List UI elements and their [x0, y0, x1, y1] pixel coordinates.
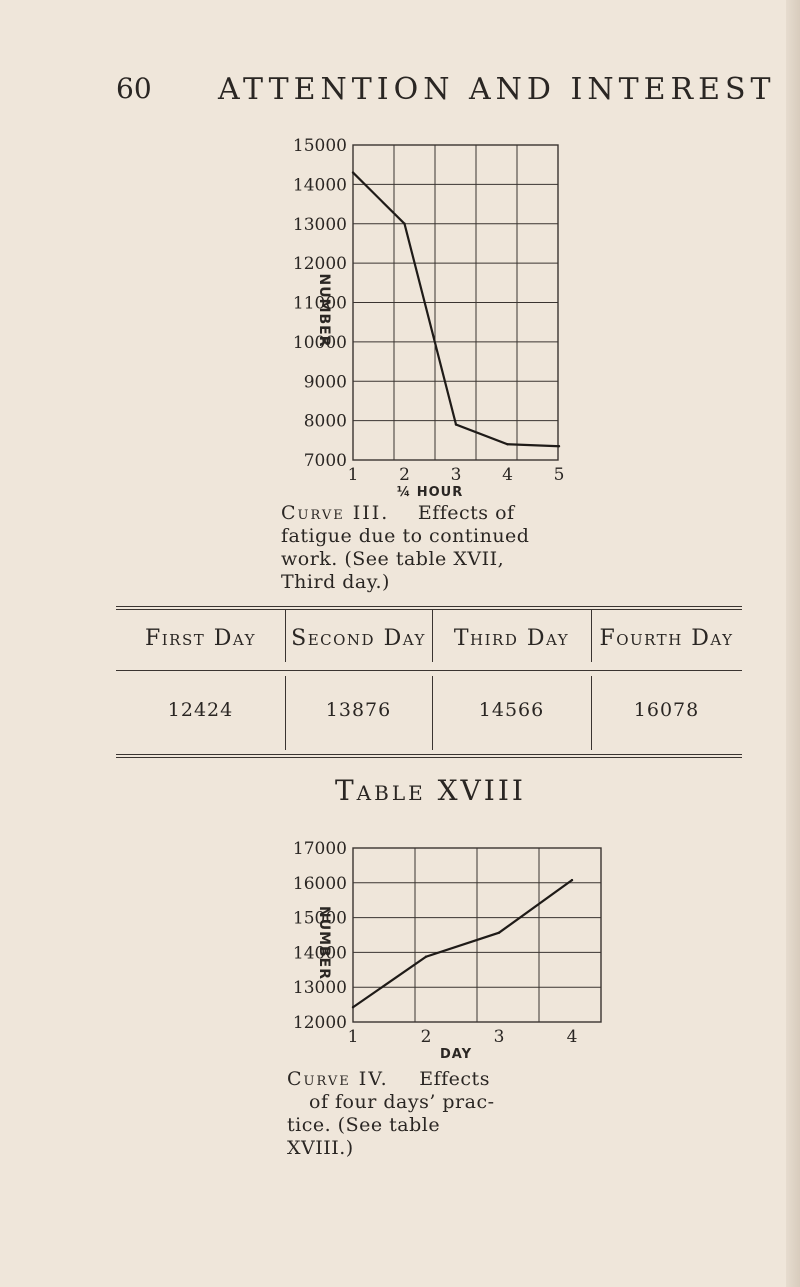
table-header-fourth-day: Fourth Day	[599, 626, 734, 651]
data-point	[455, 423, 457, 425]
data-point	[352, 1006, 354, 1008]
data-point	[506, 443, 508, 445]
data-point	[558, 445, 560, 447]
y-tick-label: 15000	[292, 136, 347, 156]
x-tick-label: 2	[420, 1027, 432, 1047]
data-point	[498, 932, 500, 934]
y-tick-label: 13000	[292, 214, 347, 235]
caption-label: Curve IV.	[287, 1068, 389, 1090]
x-tick-label: 3	[493, 1027, 505, 1047]
y-tick-label: 17000	[292, 839, 347, 859]
y-tick-label: 12000	[292, 1013, 347, 1033]
caption-line: XVIII.)	[287, 1137, 354, 1159]
curve-iii-caption	[281, 502, 601, 594]
data-line	[353, 173, 559, 447]
y-tick-label: 8000	[303, 411, 347, 432]
curve-iii-chart	[100, 120, 565, 500]
data-point	[425, 956, 427, 958]
data-point	[571, 879, 573, 881]
table-rule-bottom	[116, 754, 742, 758]
x-tick-label: 2	[399, 465, 410, 485]
y-tick-label: 11000	[292, 293, 347, 314]
table-cell-fourth-day: 16078	[633, 699, 700, 721]
table-rule-top	[116, 606, 742, 610]
page-number: 60	[116, 72, 152, 105]
page-header	[0, 72, 800, 112]
data-point	[403, 223, 405, 225]
x-tick-label: 4	[566, 1027, 578, 1047]
table-xviii	[116, 606, 742, 760]
caption-line: of four days’ prac-	[309, 1091, 495, 1113]
table-cell-first-day: 12424	[167, 699, 234, 721]
caption-line: tice. (See table	[287, 1114, 441, 1136]
caption-line: work. (See table XVII,	[281, 548, 505, 570]
y-tick-label: 7000	[303, 451, 347, 471]
x-tick-label: 1	[347, 465, 359, 485]
curve-iv-caption	[287, 1068, 547, 1160]
table-header-first-day: First Day	[144, 626, 257, 651]
table-header-second-day: Second Day	[291, 626, 426, 651]
caption-line	[281, 502, 601, 525]
x-tick-label: 1	[347, 1027, 359, 1047]
y-tick-label: 10000	[292, 332, 347, 353]
table-rule-mid	[116, 670, 742, 671]
caption-line: fatigue due to continued	[281, 525, 530, 547]
table-cell-third-day: 14566	[478, 699, 545, 721]
x-tick-label: 3	[450, 465, 462, 485]
table-header-third-day: Third Day	[453, 626, 570, 651]
y-tick-label: 12000	[292, 254, 347, 275]
page-edge	[786, 0, 800, 1287]
x-axis-label: DAY	[439, 1047, 473, 1062]
caption-text: Effects	[419, 1068, 490, 1090]
x-tick-label: 4	[502, 465, 513, 485]
caption-text: Effects of	[417, 502, 515, 524]
y-tick-label: 16000	[292, 873, 347, 894]
data-point	[352, 171, 354, 173]
table-title: Table XVIII	[335, 774, 526, 807]
y-tick-label: 14000	[292, 943, 347, 964]
y-tick-label: 13000	[292, 978, 347, 999]
caption-label: Curve III.	[281, 502, 390, 524]
x-tick-label: 5	[553, 465, 565, 485]
y-tick-label: 14000	[292, 175, 347, 196]
y-axis-label: NUMBER	[316, 273, 332, 348]
y-tick-label: 9000	[303, 372, 347, 393]
y-axis-label: NUMBER	[316, 905, 332, 981]
curve-iv-chart	[100, 830, 578, 1065]
table-cell-second-day: 13876	[325, 699, 392, 721]
y-tick-label: 15000	[292, 908, 347, 929]
caption-line: Third day.)	[281, 571, 390, 593]
x-axis-label: ¼ HOUR	[396, 485, 464, 500]
running-title: ATTENTION AND INTEREST	[218, 72, 776, 107]
caption-line	[287, 1068, 547, 1091]
